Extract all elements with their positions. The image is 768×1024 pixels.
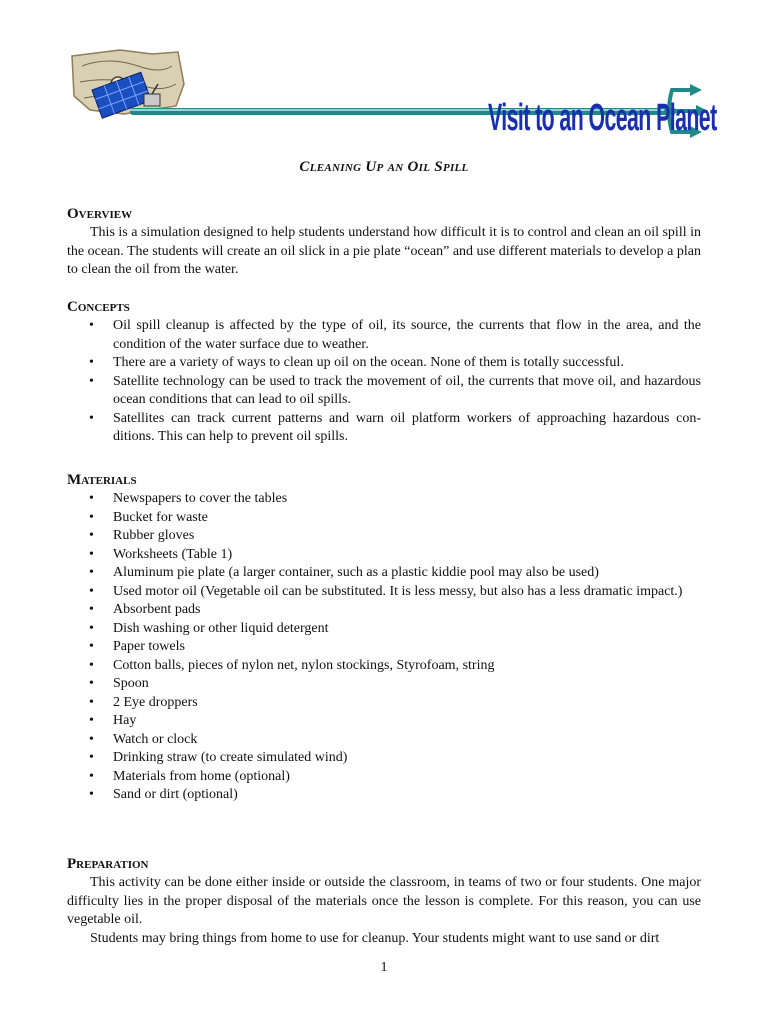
concepts-section (67, 298, 701, 447)
list-item-text: Bucket for waste (113, 509, 208, 525)
bullet: • (89, 639, 94, 654)
bullet: • (89, 410, 94, 426)
list-item-text: Satellites can track current patterns and warn oil platform workers of approaching hazardous con-ditions. This can help to prevent oil spills. (113, 410, 701, 444)
list-item-text: Absorbent pads (113, 602, 201, 617)
bullet: • (89, 528, 94, 543)
overview-heading: Overview (67, 206, 133, 222)
bullet: • (89, 676, 94, 691)
list-item-text: Satellite technology can be used to track the movement of oil, the currents that move oil, and hazardous ocean conditions that can lead to oil spills. (113, 373, 701, 407)
banner-title: Visit to an Ocean Planet (488, 97, 717, 139)
list-item (67, 638, 701, 657)
list-item (67, 527, 701, 546)
preparation-paragraph-1: This activity can be done either inside or outside the classroom, in teams of two or four students. One major difficulty lies in the proper disposal of the materials once the lesson is complete. For this reason, you can use vegetable oil. (67, 875, 701, 927)
list-item (67, 768, 701, 787)
list-item (67, 601, 701, 620)
bullet: • (89, 602, 94, 617)
list-item (67, 749, 701, 768)
materials-section (67, 471, 701, 805)
bullet: • (89, 491, 94, 506)
list-item-text: Worksheets (Table 1) (113, 546, 233, 562)
list-item-text: Newspapers to cover the tables (113, 491, 288, 506)
list-item-text: Sand or dirt (optional) (113, 787, 238, 802)
bullet: • (89, 318, 94, 333)
bullet: • (89, 373, 94, 389)
list-item-text: Aluminum pie plate (a larger container, such as a plastic kiddie pool may also be used) (113, 565, 599, 580)
concepts-list (67, 317, 701, 447)
list-item (67, 490, 701, 509)
list-item (67, 712, 701, 731)
list-item-text: Dish washing or other liquid detergent (113, 620, 329, 636)
list-item-text: Paper towels (113, 639, 185, 654)
satellite-body-shape (144, 94, 160, 106)
bullet: • (89, 620, 94, 636)
bullet: • (89, 355, 94, 370)
concepts-heading: Concepts (67, 299, 130, 315)
list-item-text: Used motor oil (Vegetable oil can be substituted. It is less messy, but also has a less dramatic impact.) (113, 583, 683, 599)
bullet: • (89, 546, 94, 562)
list-item (67, 410, 701, 447)
list-item-text: 2 Eye droppers (113, 694, 198, 710)
bullet: • (89, 694, 94, 710)
bullet: • (89, 731, 94, 747)
bullet: • (89, 583, 94, 599)
bullet: • (89, 657, 94, 673)
preparation-heading: Preparation (67, 856, 149, 872)
list-item-text: Materials from home (optional) (113, 768, 290, 784)
list-item (67, 546, 701, 565)
list-item-text: Drinking straw (to create simulated wind) (113, 750, 348, 765)
list-item (67, 731, 701, 750)
overview-paragraph: This is a simulation designed to help students understand how difficult it is to control and clean an oil spill in the ocean. The students will create an oil slick in a pie plate “ocean” and use different materials to develop a plan to clean the oil from the water. (67, 225, 701, 277)
list-item (67, 620, 701, 639)
list-item (67, 694, 701, 713)
page-number: 1 (380, 960, 388, 975)
preparation-paragraph-2: Students may bring things from home to use for cleanup. Your students might want to use sand or dirt (90, 930, 660, 946)
list-item-text: Watch or clock (113, 731, 198, 747)
list-item (67, 354, 701, 373)
list-item (67, 373, 701, 410)
list-item (67, 317, 701, 354)
bullet: • (89, 787, 94, 802)
list-item-text: Cotton balls, pieces of nylon net, nylon stockings, Styrofoam, string (113, 657, 495, 673)
bullet: • (89, 768, 94, 784)
list-item (67, 786, 701, 805)
list-item (67, 657, 701, 676)
bullet: • (89, 750, 94, 765)
list-item-text: Hay (113, 713, 137, 728)
list-item (67, 675, 701, 694)
list-item (67, 583, 701, 602)
list-item (67, 509, 701, 528)
materials-list (67, 490, 701, 805)
list-item-text: Rubber gloves (113, 528, 195, 543)
document-title: Cleaning Up an Oil Spill (299, 159, 469, 175)
overview-section (67, 205, 701, 280)
list-item (67, 564, 701, 583)
list-item-text: There are a variety of ways to clean up oil on the ocean. None of them is totally successful. (113, 355, 624, 370)
materials-heading: Materials (67, 472, 137, 488)
list-item-text: Spoon (113, 676, 149, 691)
bullet: • (89, 509, 94, 525)
list-item-text: Oil spill cleanup is affected by the type of oil, its source, the currents that flow in the area, and the condition of the water surface due to weather. (113, 318, 701, 352)
bullet: • (89, 565, 94, 580)
preparation-section (67, 855, 701, 948)
header-banner (60, 44, 717, 144)
bullet: • (89, 713, 94, 728)
